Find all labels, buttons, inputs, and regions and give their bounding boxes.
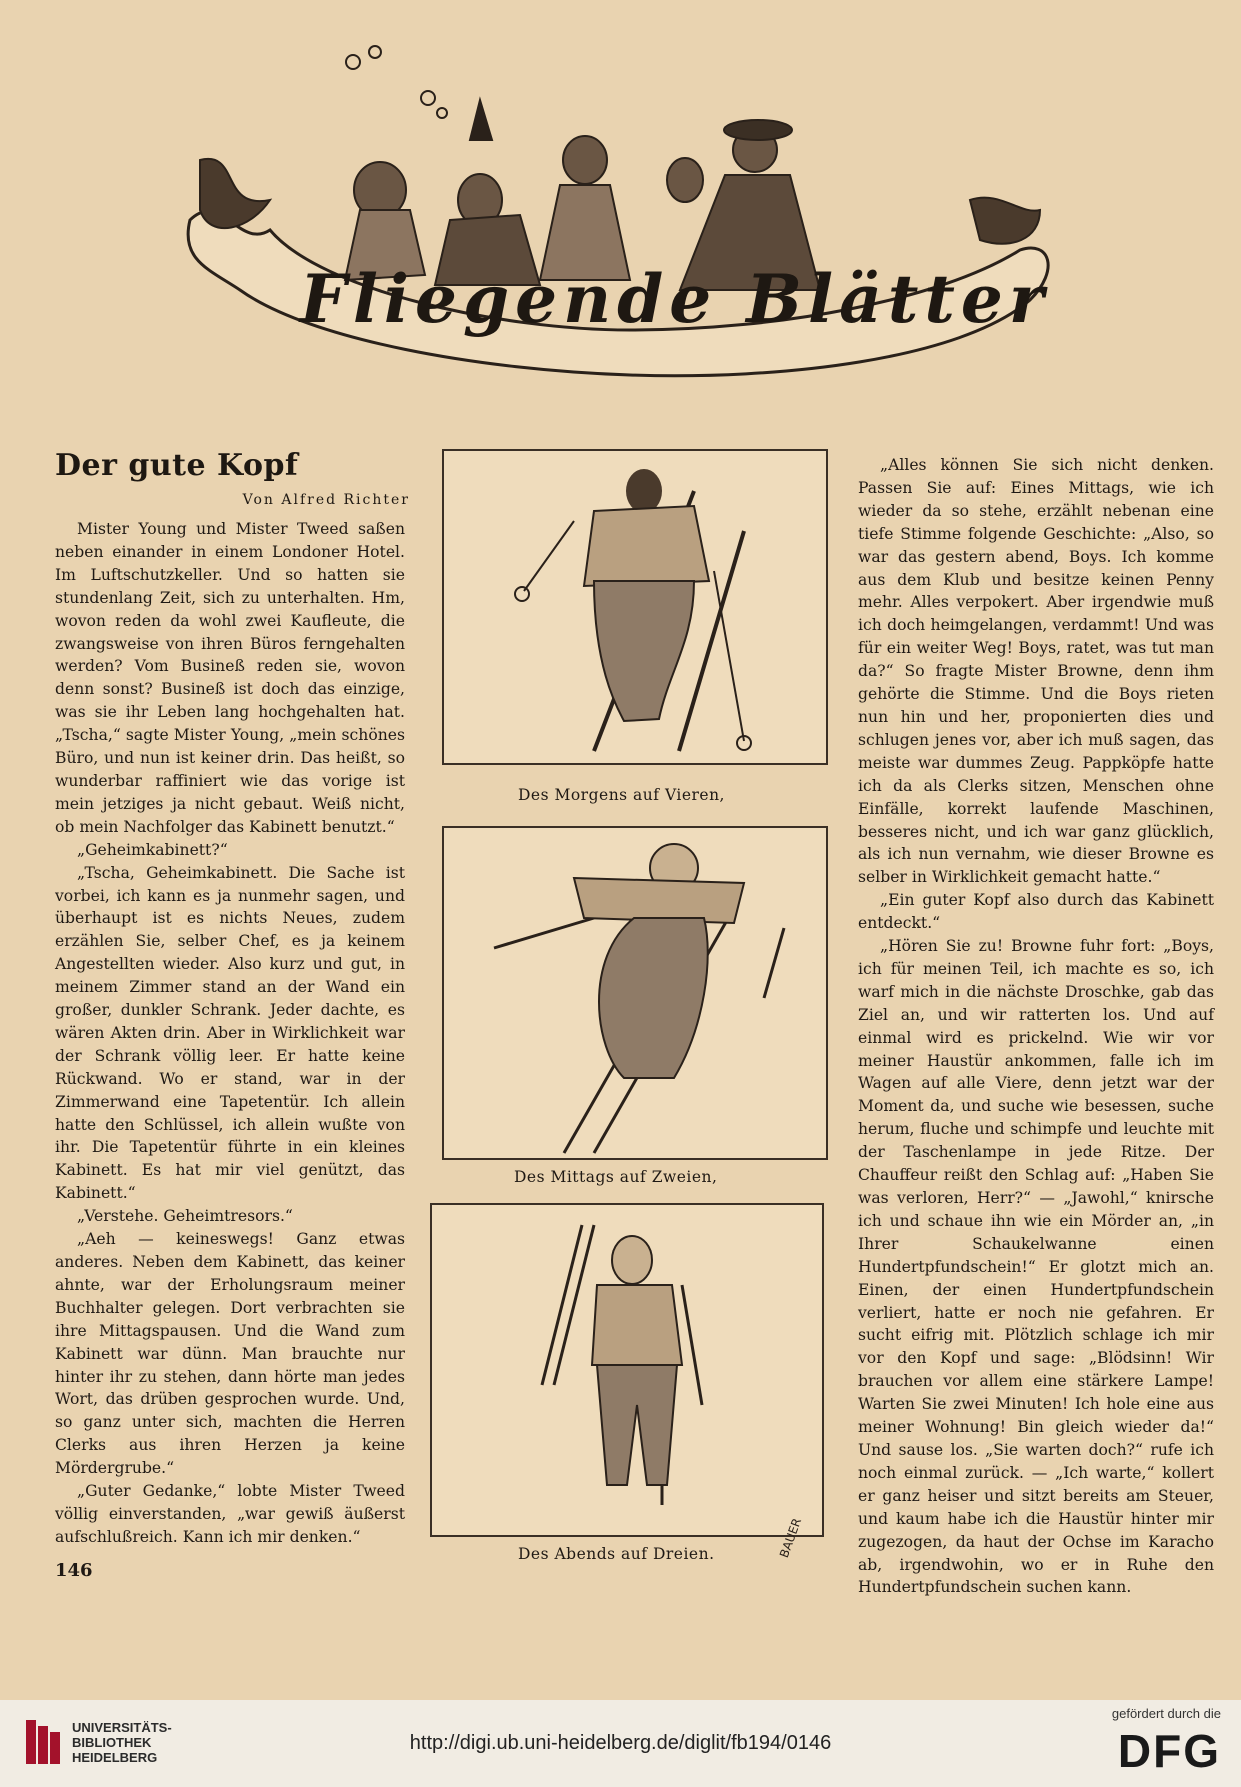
article-byline: Von Alfred Richter [242,492,410,508]
paragraph: „Geheimkabinett?“ [77,840,228,859]
dfg-logo: DFG [1117,1725,1221,1777]
permalink-url[interactable]: http://digi.ub.uni-heidelberg.de/diglit/fb194/0146 [409,1732,832,1754]
illustration-caption: Des Mittags auf Zweien, [514,1168,718,1186]
illustration-morning [442,449,828,765]
paragraph: „Verstehe. Geheimtresors.“ [77,1207,293,1226]
illustration-caption: Des Morgens auf Vieren, [518,786,725,804]
article-title: Der gute Kopf [55,448,299,483]
paragraph: „Hören Sie zu! Browne fuhr fort: „Boys, ich für meinen Teil, ich machte es so, ich warf mich in die nächste Droschke, gab das Ziel an, und wir ratterten los. Und auf einmal wird es prickelnd. Wie wir vor meiner Haustür ankommen, falle ich im Wagen auf alle Viere, denn jetzt war der Moment da, und suche wie besessen, suche herum, fluche und schimpfe und leuchte mit der Taschenlampe in jede Ritze. Der Chauffeur reißt den Schlag auf: „Haben Sie was verloren, Herr?“ — „Jawohl,“ knirsche ich und schaue ihn wie ein Mörder an, „in Ihrer Schaukelwanne einen Hundertpfundschein!“ Er glotzt mich an. Einen, der einen Hundertpfundschein verliert, hatte er noch nie gefahren. Er sucht eifrig mit. Plötzlich schlage ich mir vor den Kopf und sage: „Blödsinn! Wir brauchen vor allem eine stärkere Lampe! Warten Sie zwei Minuten! Ich hole eine aus meiner Wohnung! Bin gleich wieder da!“ Und sause los. „Sie warten doch?“ rufe ich noch einmal zurück. — „Ich warte,“ kollert er ganz heiser und sitzt bereits am Steuer, und kaum habe ich die Haustür hinter mir zugezogen, da haut der Ochse im Karacho ab, irgendwohin, wo er in Ruhe den Hundertpfundschein suchen kann. [858,937,1214,1597]
masthead-illustration [180,40,1080,410]
masthead-title: Fliegende Blätter [300,260,1050,338]
paragraph: „Alles können Sie sich nicht denken. Passen Sie auf: Eines Mittags, wie ich wieder da so stehe, erzählt nebenan eine tiefe Stimme folgende Geschichte: „Also, so war das gestern abend, Boys. Ich komme aus dem Klub und besitze keinen Penny mehr. Alles verpokert. Aber irgendwie muß ich doch heimgelangen, verdammt! Und was für ein weiter Weg! Boys, ratet, was tut man da?“ So fragte Mister Browne, denn ihm gehörte die Stimme. Und die Boys rieten nun hin und her, proponierten dies und schlugen jenes vor, aber ich muß sagen, das meiste war dummes Zeug. Pappköpfe hatte ich da als Clerks sitzen, Menschen ohne Einfälle, korrekt laufende Maschinen, besseres nicht, und ich war ganz glücklich, als ich nun vernahm, wie dieser Browne es selber in Wirklichkeit gemacht hatte.“ [858,456,1214,887]
illustration-caption: Des Abends auf Dreien. [518,1545,715,1563]
funding-note: gefördert durch die [1111,1706,1221,1721]
paragraph: Mister Young und Mister Tweed saßen neben einander in einem Londoner Hotel. Im Luftschutzkeller. Und so hatten sie stundenlang Zeit, sich zu unterhalten. Hm, wovon reden da wohl zwei Kaufleute, die zwangsweise von ihren Büros ferngehalten werden? Vom Busineß reden sie, wovon denn sonst? Busineß ist doch das einzige, was sie ihr Leben lang hochgehalten hat. „Tscha,“ sagte Mister Young, „mein schönes Büro, und nun ist keiner drin. Das heißt, so wunderbar raffiniert wie das vorige ist mein jetziges ja nicht gebaut. Weiß nicht, ob mein Nachfolger das Kabinett benutzt.“ [55,520,405,836]
article-left-column [55,518,405,1549]
library-name: UNIVERSITÄTS- BIBLIOTHEK HEIDELBERG [72,1720,172,1765]
paragraph: „Ein guter Kopf also durch das Kabinett entdeckt.“ [858,891,1214,933]
page-number: 146 [55,1560,93,1581]
article-right-column [858,454,1214,1599]
paragraph: „Guter Gedanke,“ lobte Mister Tweed völlig einverstanden, „war gewiß äußerst aufschlußreich. Kann ich mir denken.“ [55,1482,405,1546]
illustration-noon [442,826,828,1160]
paragraph: „Tscha, Geheimkabinett. Die Sache ist vorbei, ich kann es ja nunmehr sagen, und überhaupt ist es nichts Neues, zudem erzählen Sie, selber Chef, es ja keinem Angestellten wieder. Also kurz und gut, in meinem Zimmer stand an der Wand ein großer, dunkler Schrank. Jeder dachte, es wären Akten drin. Aber in Wirklichkeit war der Schrank völlig leer. Er hatte keine Rückwand. Wo er stand, war in der Zimmerwand eine Tapetentür. Ich allein hatte den Schlüssel, ich allein wußte von ihr. Die Tapetentür führte in ein kleines Kabinett. Es hat mir viel genützt, das Kabinett.“ [55,863,405,1203]
paragraph: „Aeh — keineswegs! Ganz etwas anderes. Neben dem Kabinett, das keiner ahnte, war der Erholungsraum meiner Buchhalter gelegen. Dort verbrachten sie ihre Mittagspausen. Und die Wand zum Kabinett war dünn. Man brauchte nur hinter ihr zu stehen, dann hörte man jedes Wort, das drüben gesprochen wurde. Und, so ganz unter sich, machten die Herren Clerks aus ihren Herzen ja keine Mördergrube.“ [55,1230,405,1478]
artist-signature: BAUER [776,1516,804,1560]
